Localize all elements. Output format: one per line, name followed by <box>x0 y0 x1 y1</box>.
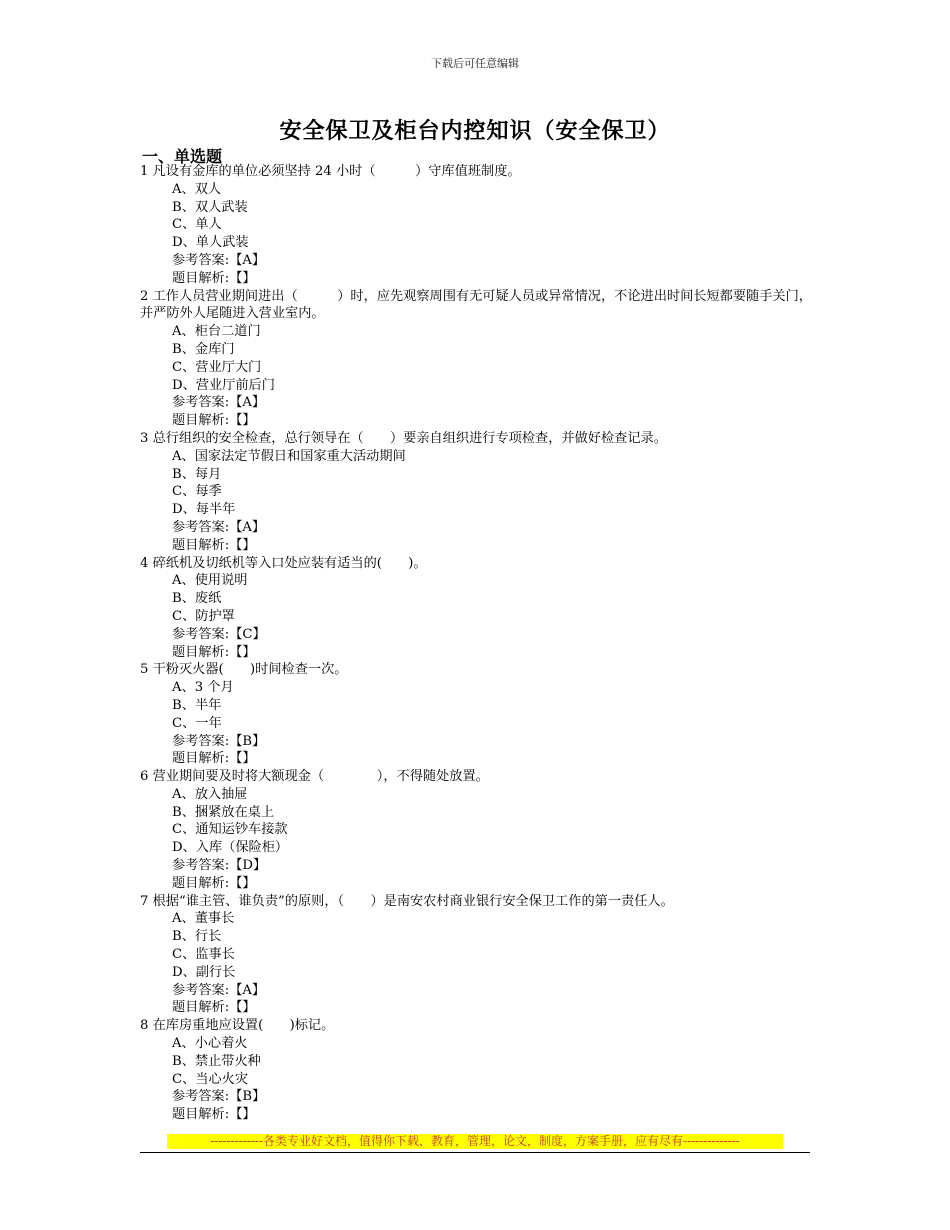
reference-answer: 参考答案:【A】 <box>172 519 266 535</box>
option-b: B、半年 <box>172 697 222 713</box>
option-c: C、防护罩 <box>172 608 235 624</box>
question-analysis: 题目解析:【】 <box>172 537 256 553</box>
question-text: 2 工作人员营业期间进出（ ）时，应先观察周围有无可疑人员或异常情况，不论进出时间长短都要随手关门，并严防外人尾随进入营业室内。 <box>140 288 812 322</box>
question-analysis: 题目解析:【】 <box>172 1107 256 1123</box>
question-text: 7 根据“谁主管、谁负责”的原则，（ ）是南安农村商业银行安全保卫工作的第一责任人。 <box>140 893 674 909</box>
question-analysis: 题目解析:【】 <box>172 644 256 660</box>
reference-answer: 参考答案:【A】 <box>172 982 266 998</box>
option-a: A、柜台二道门 <box>172 324 261 340</box>
question-analysis: 题目解析:【】 <box>172 270 256 286</box>
option-d: D、单人武装 <box>172 235 249 251</box>
option-a: A、使用说明 <box>172 573 248 589</box>
option-b: B、禁止带火种 <box>172 1053 261 1069</box>
option-a: A、双人 <box>172 181 222 197</box>
reference-answer: 参考答案:【B】 <box>172 733 266 749</box>
question-item <box>140 555 815 662</box>
reference-answer: 参考答案:【D】 <box>172 858 267 874</box>
option-b: B、捆紧放在桌上 <box>172 804 275 820</box>
question-analysis: 题目解析:【】 <box>172 413 256 429</box>
footer-promo-banner: -------------各类专业好文档，值得你下载，教育，管理，论文，制度，方案手册，应有尽有-------------- <box>167 1134 783 1149</box>
option-c: C、通知运钞车接款 <box>172 822 288 838</box>
reference-answer: 参考答案:【A】 <box>172 395 266 411</box>
option-d: D、副行长 <box>172 964 236 980</box>
question-item <box>140 661 815 768</box>
option-b: B、双人武装 <box>172 199 248 215</box>
question-text: 3 总行组织的安全检查，总行领导在（ ）要亲自组织进行专项检查，并做好检查记录。 <box>140 430 667 446</box>
question-item <box>140 768 815 893</box>
option-a: A、小心着火 <box>172 1036 248 1052</box>
question-item <box>140 893 815 1018</box>
option-c: C、单人 <box>172 217 222 233</box>
option-d: D、营业厅前后门 <box>172 377 275 393</box>
option-b: B、废纸 <box>172 591 222 607</box>
option-a: A、3 个月 <box>172 680 234 696</box>
option-b: B、金库门 <box>172 341 235 357</box>
option-b: B、每月 <box>172 466 222 482</box>
option-c: C、一年 <box>172 715 222 731</box>
option-a: A、国家法定节假日和国家重大活动期间 <box>172 448 406 464</box>
question-text: 5 干粉灭火器( )时间检查一次。 <box>140 662 348 678</box>
header-note: 下载后可任意编辑 <box>431 57 519 70</box>
question-text: 1 凡设有金库的单位必须坚持 24 小时（ ）守库值班制度。 <box>140 164 521 179</box>
question-item <box>140 430 815 555</box>
question-analysis: 题目解析:【】 <box>172 1000 256 1016</box>
footer-divider <box>140 1152 810 1153</box>
option-a: A、董事长 <box>172 911 235 927</box>
question-text: 8 在库房重地应设置( )标记。 <box>140 1018 335 1034</box>
reference-answer: 参考答案:【A】 <box>172 252 266 268</box>
option-c: C、当心火灾 <box>172 1071 249 1087</box>
question-analysis: 题目解析:【】 <box>172 875 256 891</box>
question-list <box>140 163 815 1124</box>
option-c: C、营业厅大门 <box>172 359 262 375</box>
reference-answer: 参考答案:【C】 <box>172 626 266 642</box>
question-text: 6 营业期间要及时将大额现金（ ），不得随处放置。 <box>140 769 489 785</box>
document-title: 安全保卫及柜台内控知识（安全保卫） <box>279 119 671 144</box>
option-d: D、入库（保险柜） <box>172 840 289 856</box>
option-b: B、行长 <box>172 929 222 945</box>
option-c: C、每季 <box>172 484 222 500</box>
question-text: 4 碎纸机及切纸机等入口处应装有适当的( )。 <box>140 555 427 571</box>
option-d: D、每半年 <box>172 502 236 518</box>
question-item <box>140 1017 815 1124</box>
option-a: A、放入抽屉 <box>172 786 248 802</box>
option-c: C、监事长 <box>172 947 235 963</box>
reference-answer: 参考答案:【B】 <box>172 1089 266 1105</box>
question-analysis: 题目解析:【】 <box>172 751 256 767</box>
question-item <box>140 288 815 430</box>
section-heading: 一、单选题 <box>142 147 223 166</box>
question-item <box>140 163 815 288</box>
